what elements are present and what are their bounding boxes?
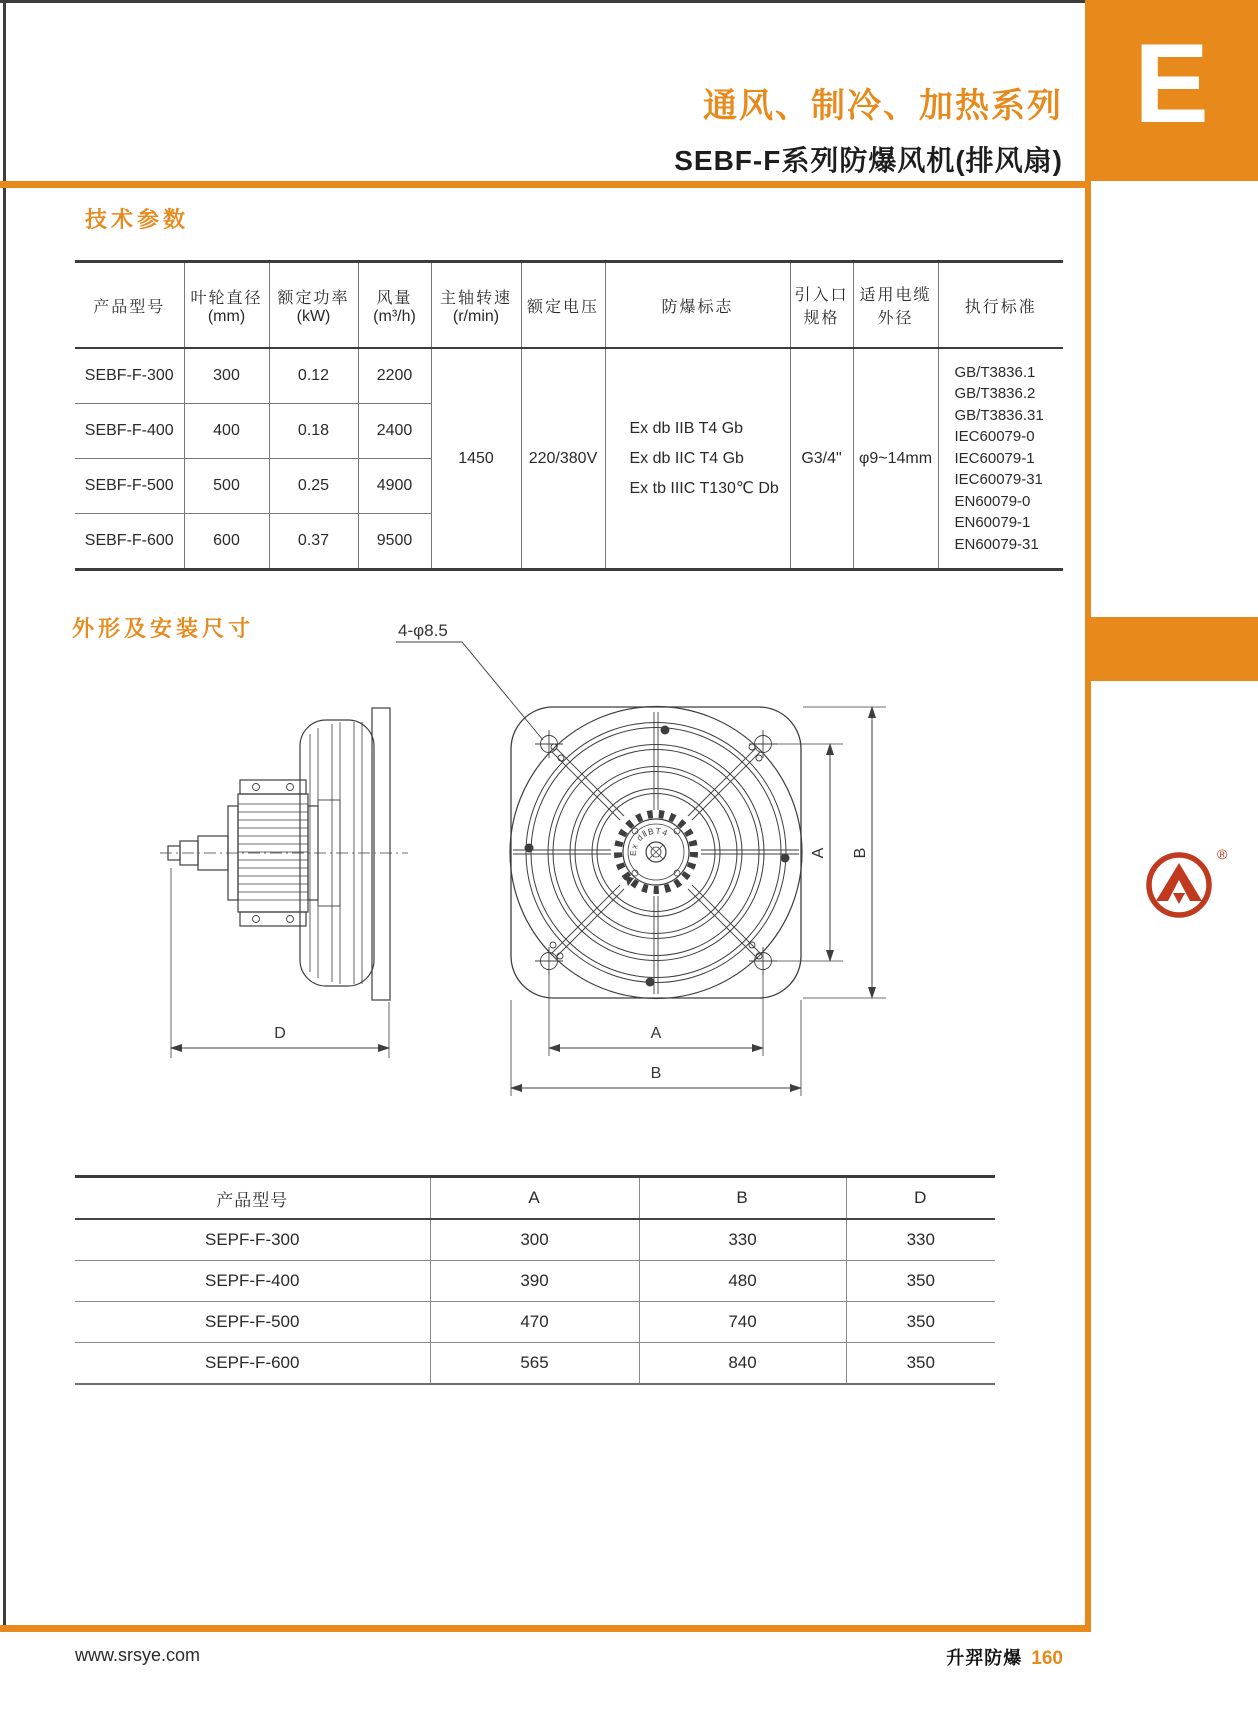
product-title: SEBF-F系列防爆风机(排风扇) [674, 145, 1063, 176]
header-divider [0, 181, 1085, 188]
spec-cell: SEBF-F-600 [84, 532, 174, 549]
dim-cell: 390 [430, 1261, 639, 1302]
dim-cell: 300 [430, 1219, 639, 1261]
section-letter: E [1134, 20, 1209, 146]
dim-a-horizontal-label: A [650, 1025, 662, 1042]
spec-col-inlet: 引入口 规格 [790, 262, 853, 349]
dimension-drawing [130, 598, 1010, 1113]
spec-cell-standards: GB/T3836.1 GB/T3836.2 GB/T3836.31 IEC60079-0 IEC60079-1 IEC60079-31 EN60079-0 EN60079-1 EN60079-31 [938, 348, 1063, 570]
spec-cell: 9500 [358, 514, 431, 570]
spec-cell: 600 [184, 514, 269, 570]
spec-col-exmark: 防爆标志 [605, 262, 790, 349]
spec-cell: 500 [184, 459, 269, 514]
spec-cell: 0.37 [269, 514, 358, 570]
dim-b-vertical-label: B [852, 847, 869, 859]
right-margin-orange-bar [1091, 617, 1258, 681]
spec-cell-voltage: 220/380V [521, 348, 605, 570]
spec-col-model: 产品型号 [75, 262, 184, 349]
spec-cell: SEBF-F-300 [75, 348, 184, 404]
spec-col-cable: 适用电缆 外径 [853, 262, 938, 349]
dim-col-a: A [430, 1177, 639, 1220]
spec-table [75, 260, 1063, 571]
spec-cell: 400 [184, 404, 269, 459]
dim-col-d: D [846, 1177, 995, 1220]
spec-cell: 2400 [358, 404, 431, 459]
dim-row [75, 1261, 995, 1302]
dim-cell: 565 [430, 1343, 639, 1385]
tech-params-heading: 技术参数 [85, 207, 190, 232]
dim-cell: 470 [430, 1302, 639, 1343]
dim-row [75, 1302, 995, 1343]
dim-cell: SEPF-F-600 [75, 1343, 430, 1385]
page-header [674, 78, 1063, 179]
spec-cell: 4900 [358, 459, 431, 514]
dim-cell: 350 [846, 1302, 995, 1343]
spec-cell: 0.25 [269, 459, 358, 514]
dim-cell: SEPF-F-500 [75, 1302, 430, 1343]
spec-col-speed: 主轴转速 (r/min) [431, 262, 521, 349]
dim-cell: 840 [639, 1343, 846, 1385]
bottom-orange-border [0, 1625, 1091, 1632]
dim-cell: 330 [846, 1219, 995, 1261]
section-letter-tab [1085, 0, 1258, 181]
dimensions-heading: 外形及安装尺寸 [72, 616, 255, 641]
dim-cell: SEPF-F-300 [205, 1230, 300, 1249]
spec-col-diameter: 叶轮直径 (mm) [184, 262, 269, 349]
dim-cell: 740 [639, 1302, 846, 1343]
right-orange-border [1085, 181, 1091, 1625]
dimension-table [75, 1175, 995, 1385]
dim-cell: 330 [639, 1219, 846, 1261]
dimension-lines [171, 707, 886, 1096]
registered-mark: ® [1217, 846, 1228, 862]
fan-side-view [160, 708, 408, 1000]
spec-cell: 0.12 [269, 348, 358, 404]
spec-cell: SEBF-F-400 [75, 404, 184, 459]
spec-cell-speed: 1450 [431, 348, 521, 570]
guard-spokes [513, 712, 799, 994]
dim-row [75, 1219, 995, 1261]
dim-col-b: B [639, 1177, 846, 1220]
brand-logo [1139, 843, 1235, 925]
spec-cell: 300 [184, 348, 269, 404]
hole-note-label: 4-φ8.5 [398, 621, 448, 640]
dim-table-wrap [75, 1175, 995, 1385]
spec-table-wrap [75, 260, 1063, 571]
dim-row [75, 1343, 995, 1385]
dim-col-model: 产品型号 [75, 1177, 430, 1220]
footer-page-number: 160 [1031, 1648, 1063, 1669]
fan-front-view [510, 707, 802, 999]
dim-d-label: D [274, 1025, 286, 1042]
spec-cell-cable: φ9~14mm [853, 348, 938, 570]
dim-cell: SEPF-F-400 [75, 1261, 430, 1302]
spec-cell: 0.18 [269, 404, 358, 459]
page-left-border [3, 0, 6, 1629]
spec-col-airflow: 风量 (m³/h) [358, 262, 431, 349]
footer-right [946, 1644, 1063, 1670]
spec-col-standard: 执行标准 [938, 262, 1063, 349]
ex-emblem [618, 814, 694, 890]
spec-cell-inlet: G3/4" [790, 348, 853, 570]
footer-website: www.srsye.com [75, 1645, 201, 1665]
dim-b-horizontal-label: B [650, 1065, 662, 1082]
dim-cell: 350 [846, 1343, 995, 1385]
dim-cell: 350 [846, 1261, 995, 1302]
footer-brand: 升羿防爆 [946, 1648, 1023, 1668]
page-top-border [0, 0, 1088, 3]
spec-col-power: 额定功率 (kW) [269, 262, 358, 349]
dim-cell: 480 [639, 1261, 846, 1302]
dim-a-vertical-label: A [810, 847, 827, 859]
category-title: 通风、制冷、加热系列 [703, 87, 1063, 125]
spec-cell-exmarks: Ex db IIB T4 Gb Ex db IIC T4 Gb Ex tb IIIC T130℃ Db [605, 348, 790, 570]
svg-text:Ex dⅡBT4: Ex dⅡBT4 [627, 825, 670, 857]
spec-row [75, 348, 1063, 404]
spec-col-voltage: 额定电压 [521, 262, 605, 349]
spec-cell: SEBF-F-500 [75, 459, 184, 514]
spec-cell: 2200 [358, 348, 431, 404]
